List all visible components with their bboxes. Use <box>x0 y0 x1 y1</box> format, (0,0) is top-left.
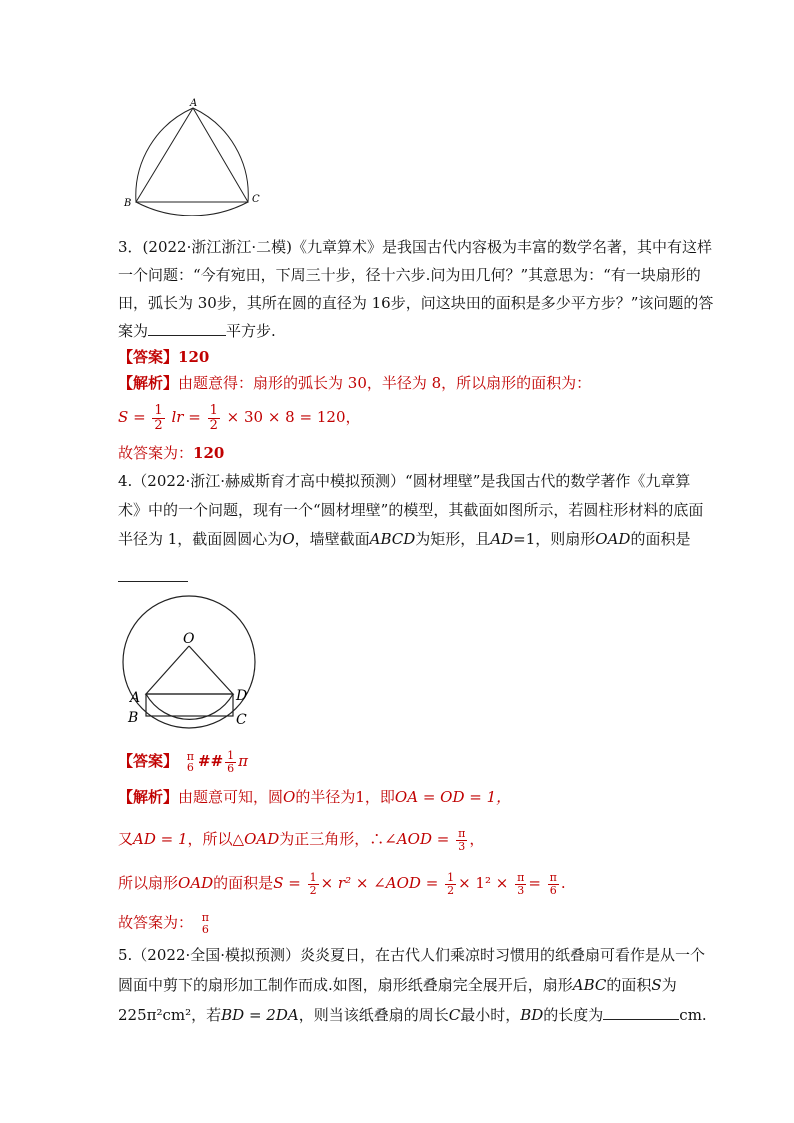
q4-line-2: 术》中的一个问题，现有一个“圆材埋壁”的模型，其截面如图所示，若圆柱形材料的底面 <box>118 501 704 519</box>
q4-analysis-tag: 【解析】 <box>118 788 179 806</box>
q5-line3-c: 最小时， <box>460 1006 521 1024</box>
q4-a2-text2: ，所以 <box>187 830 233 849</box>
q3-frac1-num: 1 <box>154 403 163 418</box>
q4-a2-text: 又 <box>118 830 134 849</box>
q3-answer <box>118 350 209 365</box>
q4-answer-tag: 【答案】 <box>118 752 179 771</box>
q4-ans-one: 1 <box>227 749 235 762</box>
q3-analysis-text: 由题意得：扇形的弧长为 30，半径为 8，所以扇形的面积为： <box>178 374 592 392</box>
q3-line4-b: 平方步. <box>226 322 276 340</box>
q4-a1-o: O <box>283 788 296 806</box>
q4-analysis-1 <box>118 790 511 805</box>
q4-answer-sep: ## <box>198 752 224 771</box>
q5-line3-b: ，则当该纸叠扇的周长 <box>298 1006 449 1024</box>
q4-a3-two: 2 <box>309 883 317 897</box>
q4-a3-pi: π <box>517 871 525 884</box>
q4-a3-one-2: 1 <box>447 871 455 884</box>
q4-a2-end: ， <box>469 830 485 849</box>
q5-c: C <box>448 1006 461 1024</box>
q4-a3-one: 1 <box>309 871 317 884</box>
figure2-label-o: O <box>183 631 195 647</box>
q3-line-4 <box>118 324 276 339</box>
q5-bd: BD <box>520 1006 544 1024</box>
q5-line2-c: 为 <box>661 976 677 994</box>
q4-sector-oad: OAD <box>595 530 631 548</box>
q4-line3-e: 的面积是 <box>630 530 691 548</box>
q4-analysis-2 <box>118 828 484 852</box>
q3-answer-value: 120 <box>178 348 210 366</box>
q4-a2-angle: ∠AOD = <box>384 830 450 849</box>
q4-final-frac <box>200 912 211 935</box>
q5-s: S <box>651 976 662 994</box>
q4-a1-one: 1 <box>355 788 365 806</box>
q5-line3-a: 225π²cm²，若 <box>118 1006 222 1024</box>
q3-formula-eq: = <box>133 408 146 427</box>
q3-analysis <box>118 376 591 391</box>
q3-line4-a: 案为 <box>118 322 149 340</box>
q4-answer-frac-2 <box>225 750 236 774</box>
q3-answer-blank[interactable] <box>148 334 226 336</box>
q4-final <box>118 912 213 935</box>
figure2-label-c: C <box>236 712 247 728</box>
q3-frac-half-1 <box>152 404 164 432</box>
q3-formula-lr: lr <box>171 408 184 427</box>
q4-a1-text3: ，即 <box>364 788 395 806</box>
q4-a3-pi-2: π <box>549 871 557 884</box>
q4-a2-pi: π <box>458 827 466 840</box>
q4-a1-text: 由题意可知，圆 <box>178 788 284 806</box>
q4-ans-six: 6 <box>186 761 194 775</box>
q4-a2-text3: 为正三角形，∴ <box>279 830 385 849</box>
q4-line3-a: 半径为 1，截面圆圆心为 <box>118 530 283 548</box>
q4-a3-s: S = <box>273 874 301 893</box>
q4-a3-mid: × r² × ∠AOD = <box>320 874 439 893</box>
q3-frac1-den: 2 <box>154 417 163 433</box>
q4-a3-frac-half <box>308 872 319 896</box>
q5-line-2 <box>118 978 677 993</box>
q5-bd-eq: BD = 2DA <box>221 1006 299 1024</box>
q4-line-3 <box>118 532 690 547</box>
q3-answer-tag: 【答案】 <box>118 348 179 366</box>
q5-answer-blank[interactable] <box>603 1018 679 1020</box>
q4-a3-end: . <box>560 874 566 893</box>
figure2-label-d: D <box>236 688 248 704</box>
q4-a2-tri: △OAD <box>232 830 280 849</box>
q5-unit: cm. <box>679 1006 707 1024</box>
q3-formula-times: × 30 × 8 = <box>226 408 313 427</box>
q5-line-1: 5.（2022·全国·模拟预测）炎炎夏日，在古代人们乘凉时习惯用的纸叠扇可看作是从一个 <box>118 946 706 964</box>
q4-line3-c: 为矩形，且 <box>415 530 491 548</box>
q4-ans-pi: π <box>186 749 195 763</box>
q3-frac-half-2 <box>208 404 220 432</box>
q4-a3-six: 6 <box>549 883 557 897</box>
q4-a3-frac-pi3 <box>515 872 526 896</box>
figure1-label-b: B <box>124 198 132 209</box>
q5-line3-d: 的长度为 <box>543 1006 604 1024</box>
q4-ad: AD <box>490 530 514 548</box>
q4-answer <box>118 750 248 774</box>
q3-line-2: 一个问题：“今有宛田，下周三十步，径十六步.问为田几何？”其意思为：“有一块扇形的 <box>118 266 701 284</box>
q4-line3-d: =1，则扇形 <box>513 530 596 548</box>
q3-final-value: 120 <box>193 444 225 462</box>
q4-analysis-3 <box>118 872 566 896</box>
q5-abc: ABC <box>572 976 607 994</box>
q4-a3-three: 3 <box>517 883 525 897</box>
q4-answer-frac-1 <box>185 751 196 774</box>
q3-frac2-num: 1 <box>209 403 218 418</box>
q3-formula-s: S <box>118 408 129 427</box>
q4-a1-eq: OA = OD = 1， <box>394 788 512 806</box>
q4-a3-mid2: × 1² × <box>458 874 509 893</box>
q4-a3-text2: 的面积是 <box>213 874 274 893</box>
q3-final-label: 故答案为： <box>118 444 194 462</box>
q4-a2-three: 3 <box>458 839 466 853</box>
figure-arc-triangle <box>118 96 278 216</box>
q3-formula-eq2: = <box>188 408 201 427</box>
q4-line-1: 4.（2022·浙江·赫威斯育才高中模拟预测）“圆材埋壁”是我国古代的数学著作《九章算 <box>118 472 691 490</box>
q3-analysis-tag: 【解析】 <box>118 374 179 392</box>
figure1-label-c: C <box>252 194 260 205</box>
q5-line-3 <box>118 1008 707 1023</box>
figure-circle-wall <box>110 584 280 730</box>
q4-a3-text: 所以扇形 <box>118 874 179 893</box>
q3-frac2-den: 2 <box>209 417 218 433</box>
q4-a3-two-2: 2 <box>447 883 455 897</box>
q3-formula <box>118 404 361 432</box>
q4-a1-text2: 的半径为 <box>295 788 356 806</box>
q4-final-six: 6 <box>201 922 209 936</box>
q3-final <box>118 446 224 461</box>
q4-a3-frac-half-2 <box>445 872 456 896</box>
figure1-label-a: A <box>190 98 198 109</box>
figure2-label-a: A <box>130 690 141 706</box>
q4-ans-pi-2: π <box>238 752 249 771</box>
q5-line2-b: 的面积 <box>606 976 652 994</box>
q3-line-3: 田，弧长为 30步，其所在圆的直径为 16步，问这块田的面积是多少平方步？”该问题的答 <box>118 294 714 312</box>
q4-a3-frac-pi6 <box>548 872 559 896</box>
q4-a2-ad: AD = 1 <box>133 830 188 849</box>
q4-rect-abcd: ABCD <box>369 530 416 548</box>
q4-a3-eq: = <box>528 874 541 893</box>
q5-line2-a: 圆面中剪下的扇形加工制作而成.如图，扇形纸叠扇完全展开后，扇形 <box>118 976 573 994</box>
q4-center-o: O <box>282 530 295 548</box>
q4-line3-b: ，墙壁截面 <box>294 530 370 548</box>
figure2-label-b: B <box>128 710 139 726</box>
q4-ans-six-2: 6 <box>227 761 235 775</box>
q3-formula-result: 120， <box>316 408 361 427</box>
q4-a3-oad: OAD <box>178 874 214 893</box>
q4-a2-frac <box>456 828 467 852</box>
q4-final-label: 故答案为： <box>118 913 194 932</box>
q3-line-1: 3．(2022·浙江浙江·二模)《九章算术》是我国古代内容极为丰富的数学名著，其中有这样 <box>118 238 712 256</box>
q4-final-pi: π <box>201 911 210 924</box>
